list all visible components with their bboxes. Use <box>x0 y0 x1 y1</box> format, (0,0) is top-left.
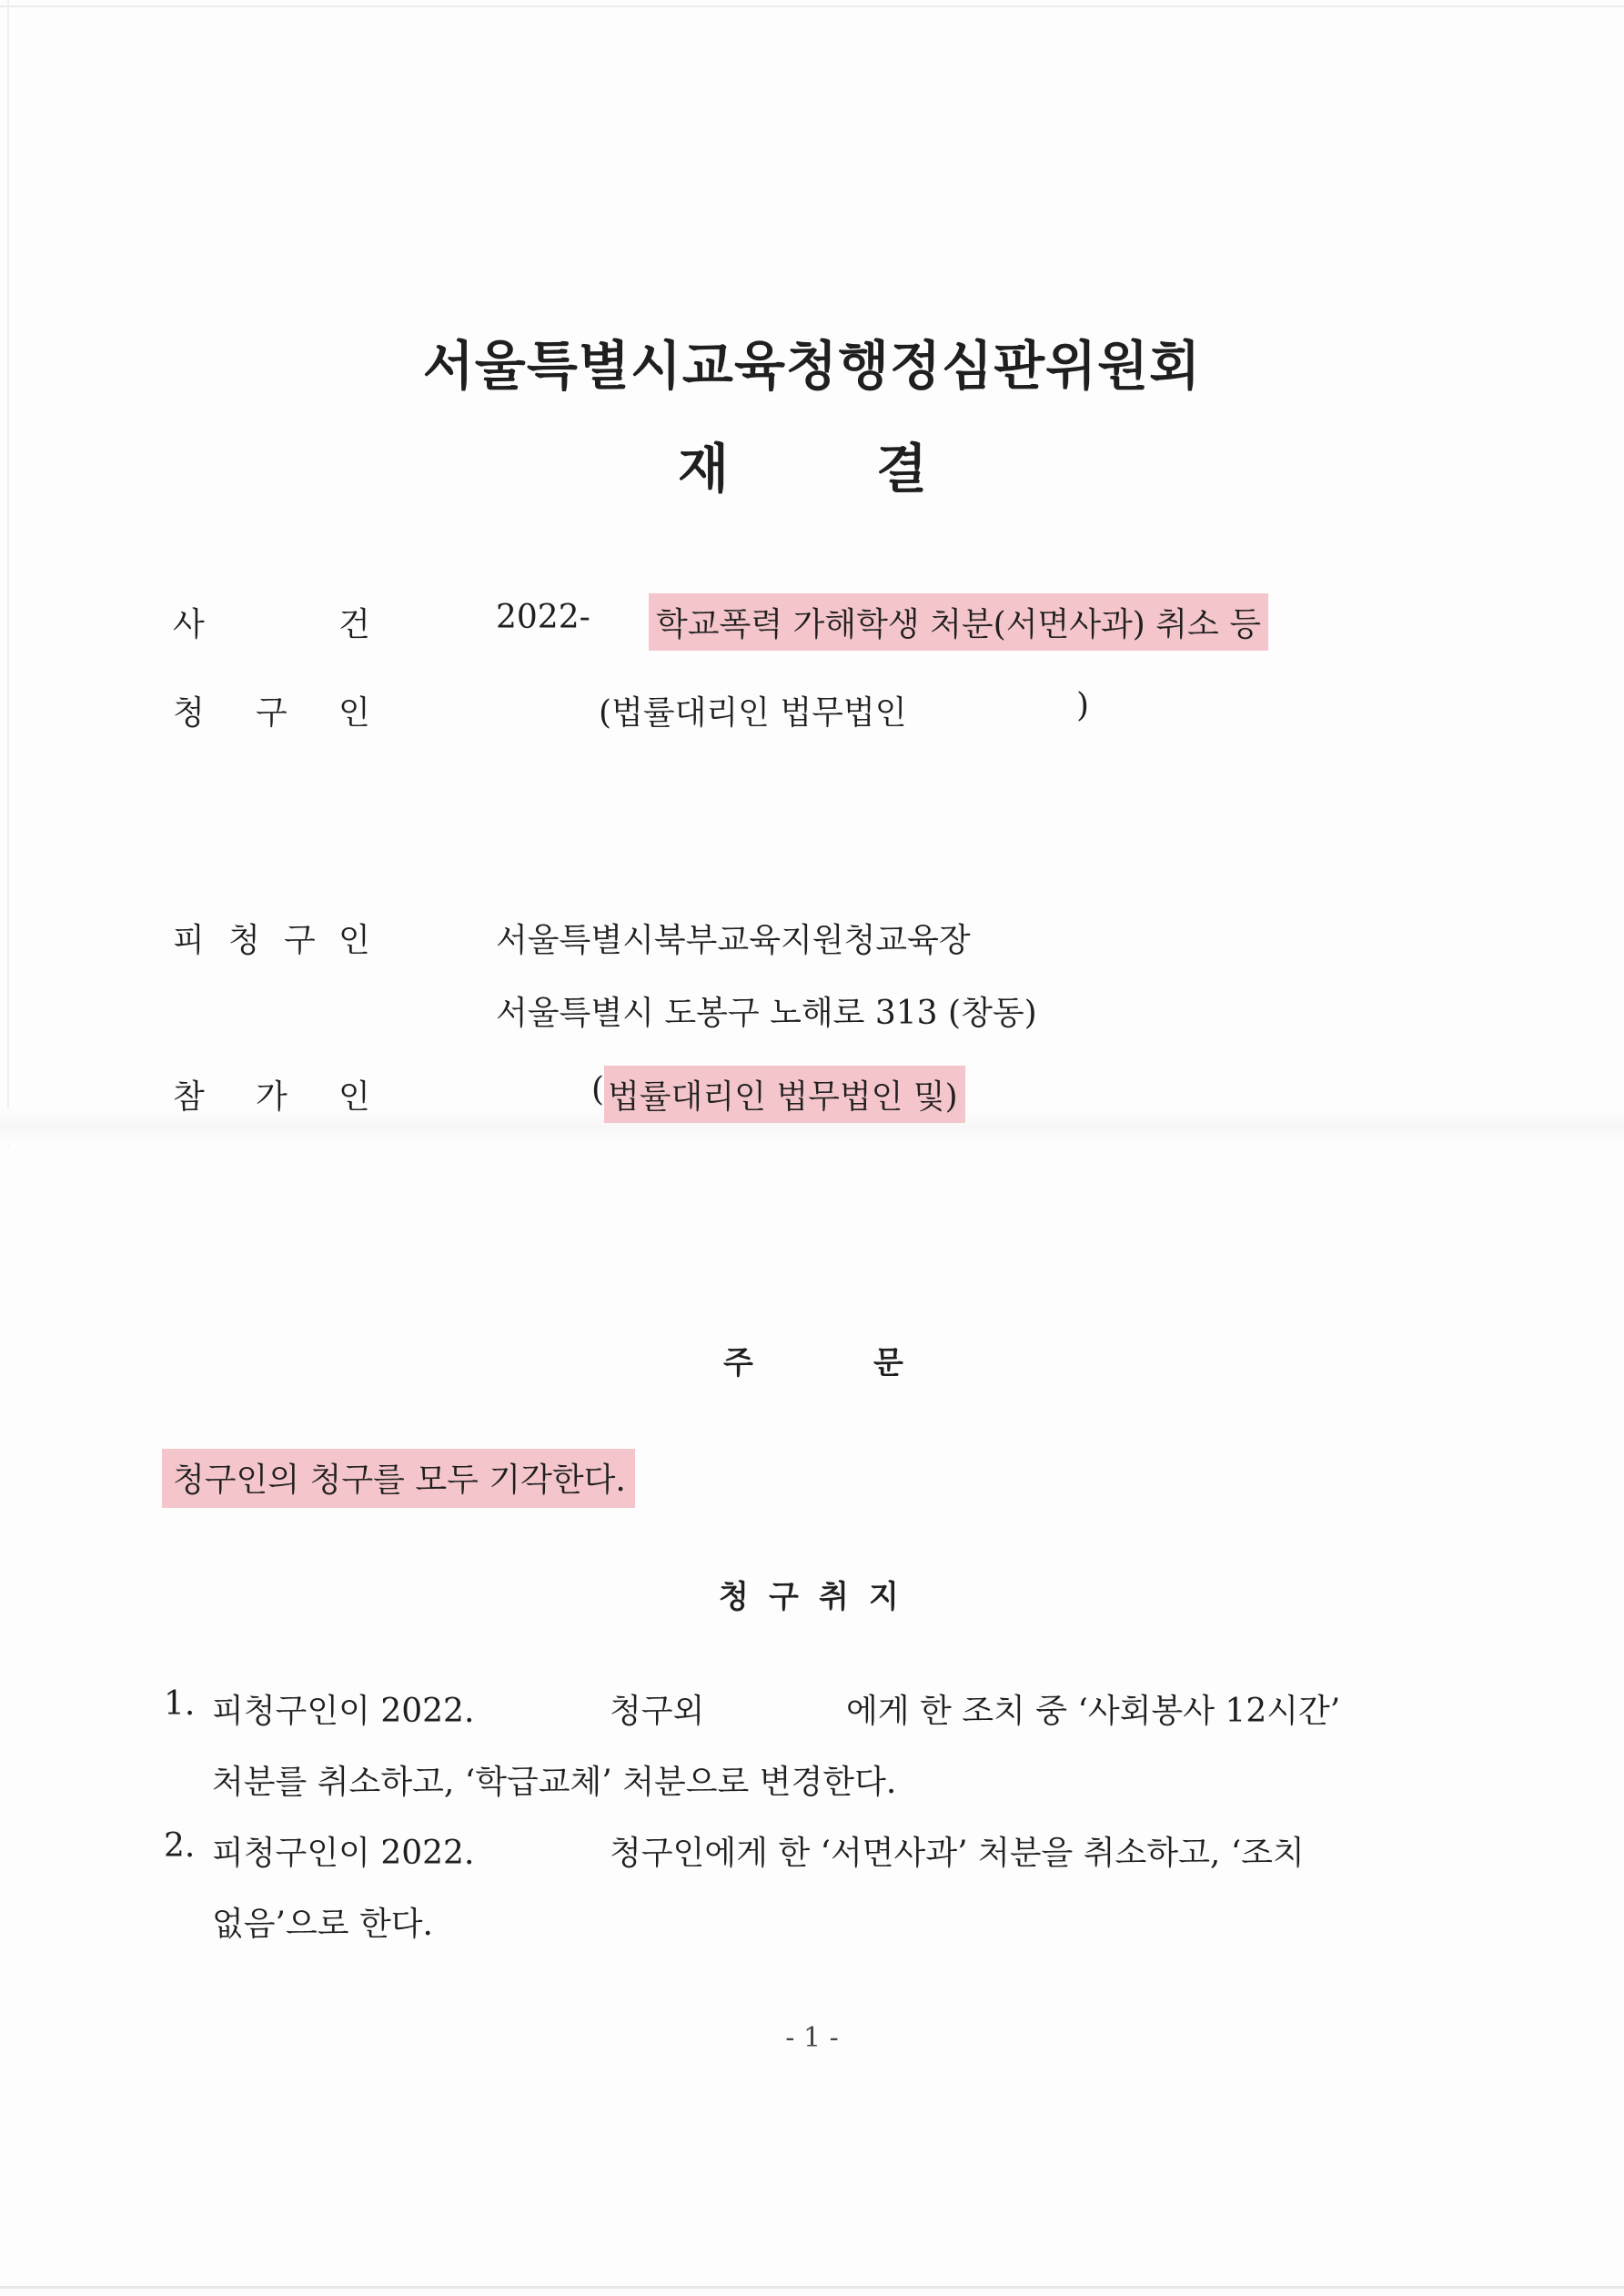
claim-item-1-text-b: 청구외 <box>610 1693 705 1730</box>
respondent-label-char-4: 인 <box>338 922 370 959</box>
participant-open-paren: ( <box>591 1071 605 1108</box>
scan-edge-top <box>0 5 1624 7</box>
document-type-char-2: 결 <box>876 438 928 500</box>
respondent-label-char-3: 구 <box>284 922 316 959</box>
claim-item-1-text-c: 에게 한 조치 중 ‘사회봉사 12시간’ <box>846 1693 1341 1730</box>
case-number: 2022- <box>496 599 590 636</box>
claimant-close-paren: ) <box>1076 687 1090 724</box>
case-label-char-2: 건 <box>338 606 370 643</box>
claim-purpose-heading-char-1: 청 <box>719 1579 749 1615</box>
claim-item-1-number: 1. <box>164 1685 196 1723</box>
respondent-label-char-1: 피 <box>173 922 205 959</box>
participant-label-char-1: 참 <box>173 1078 205 1116</box>
claimant-label-char-3: 인 <box>338 694 370 732</box>
document-type-char-1: 재 <box>678 438 730 500</box>
participant-label-char-3: 인 <box>338 1078 370 1116</box>
claim-purpose-heading-char-2: 구 <box>769 1579 799 1615</box>
respondent-address: 서울특별시 도봉구 노해로 313 (창동) <box>496 995 1037 1032</box>
scan-edge-bottom <box>0 2286 1624 2289</box>
case-title: 학교폭력 가해학생 처분(서면사과) 취소 등 <box>649 593 1268 651</box>
respondent-label-char-2: 청 <box>228 922 260 959</box>
claim-item-2-text-a: 피청구인이 2022. <box>212 1835 475 1872</box>
order-heading-char-1: 주 <box>723 1345 753 1381</box>
claimant-representative: (법률대리인 법무법인 <box>599 694 907 732</box>
participant-representative: 법률대리인 법무법인 및) <box>604 1066 965 1123</box>
claim-purpose-heading-char-3: 취 <box>819 1579 849 1615</box>
order-text: 청구인의 청구를 모두 기각한다. <box>162 1449 635 1508</box>
claimant-label-char-1: 청 <box>173 694 205 732</box>
committee-title: 서울특별시교육청행정심판위원회 <box>422 335 1202 397</box>
page-number: - 1 - <box>785 2022 839 2054</box>
claim-item-2-number: 2. <box>164 1827 196 1865</box>
claim-item-2-line-2: 없음’으로 한다. <box>212 1906 433 1943</box>
participant-label-char-2: 가 <box>256 1078 287 1116</box>
claim-item-1-text-a: 피청구인이 2022. <box>212 1693 475 1730</box>
claimant-label-char-2: 구 <box>256 694 287 732</box>
order-heading-char-2: 문 <box>873 1345 903 1381</box>
document-type-title <box>678 426 927 502</box>
scan-edge-left <box>7 0 9 1147</box>
claim-purpose-heading-char-4: 지 <box>869 1579 899 1615</box>
case-label-char-1: 사 <box>173 606 205 643</box>
claim-item-1-line-2: 처분를 취소하고, ‘학급교체’ 처분으로 변경한다. <box>212 1764 897 1801</box>
claim-item-2-text-b: 청구인에게 한 ‘서면사과’ 처분을 취소하고, ‘조치 <box>610 1835 1305 1872</box>
respondent-name: 서울특별시북부교육지원청교육장 <box>496 922 971 959</box>
